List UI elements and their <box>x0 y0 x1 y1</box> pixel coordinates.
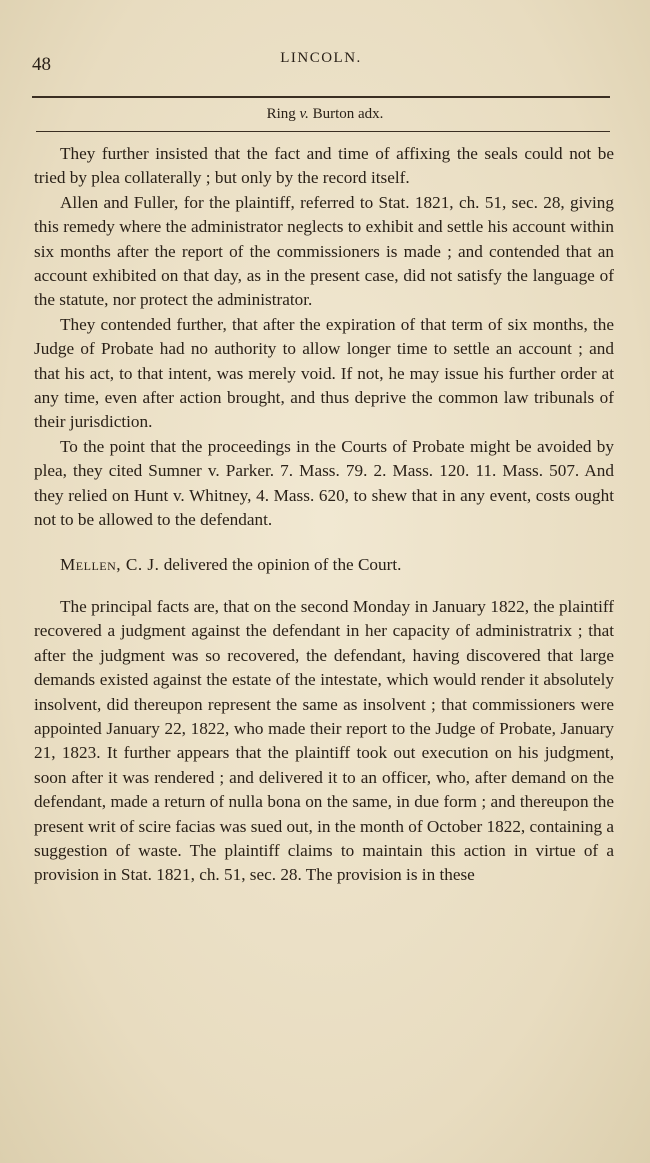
page-number: 48 <box>32 54 51 75</box>
paragraph-1: They further insisted that the fact and time of affixing the seals could not be tried by plea collaterally ; but only by the record itself. <box>34 144 614 188</box>
running-title: LINCOLN. <box>280 50 362 66</box>
opinion-line-text: delivered the opinion of the Court. <box>163 554 402 574</box>
opinion-paragraph: The principal facts are, that on the second Monday in January 1822, the plaintiff recovered a judgment against the defendant in her capacity of administratrix ; that after the judgment was so recovered, the defendant, having discovered that large demands existed against the estate of the intestate, which would render it absolutely insolvent, did thereupon represent the same as insolvent ; that commissioners were appointed January 22, 1822, who made their report to the Judge of Probate, January 21, 1823. It further appears that the plaintiff took out execution on his judgment, soon after it was rendered ; and delivered it to an officer, who, after demand on the defendant, made a return of nulla bona on the same, in due form ; and thereupon the present writ of scire facias was sued out, in the month of October 1822, containing a suggestion of waste. The plaintiff claims to maintain this action in virtue of a provision in Stat. 1821, ch. 51, sec. 28. The provision is in these <box>34 596 614 885</box>
opinion-line <box>34 553 614 577</box>
page-header <box>32 50 610 80</box>
judge-name: Mellen, C. J. <box>60 554 160 574</box>
case-title-rule <box>36 131 610 132</box>
paragraph-3: They contended further, that after the expiration of that term of six months, the Judge of Probate had no authority to allow longer time to settle an account ; and that his act, to that intent, was merely void. If not, he may issue his further order at any time, even after action brought, and thus deprive the common law tribunals of their jurisdiction. <box>34 314 614 432</box>
case-title <box>0 106 650 123</box>
case-plaintiff: Ring <box>266 106 296 122</box>
body-text <box>34 142 614 888</box>
case-defendant: Burton adx. <box>312 106 384 122</box>
paragraph-2: Allen and Fuller, for the plaintiff, referred to Stat. 1821, ch. 51, sec. 28, giving this remedy where the administrator neglects to exhibit and settle his account within six months after the report of the commissioners is made ; and contended that an account exhibited on that day, as in the present case, did not satisfy the language of the statute, nor protect the administrator. <box>34 192 614 310</box>
case-versus: v. <box>299 106 309 122</box>
paragraph-4: To the point that the proceedings in the Courts of Probate might be avoided by plea, they cited Sumner v. Parker. 7. Mass. 79. 2. Mass. 120. 11. Mass. 507. And they relied on Hunt v. Whitney, 4. Mass. 620, to shew that in any event, costs ought not to be allowed to the defendant. <box>34 436 614 530</box>
header-rule <box>32 96 610 98</box>
